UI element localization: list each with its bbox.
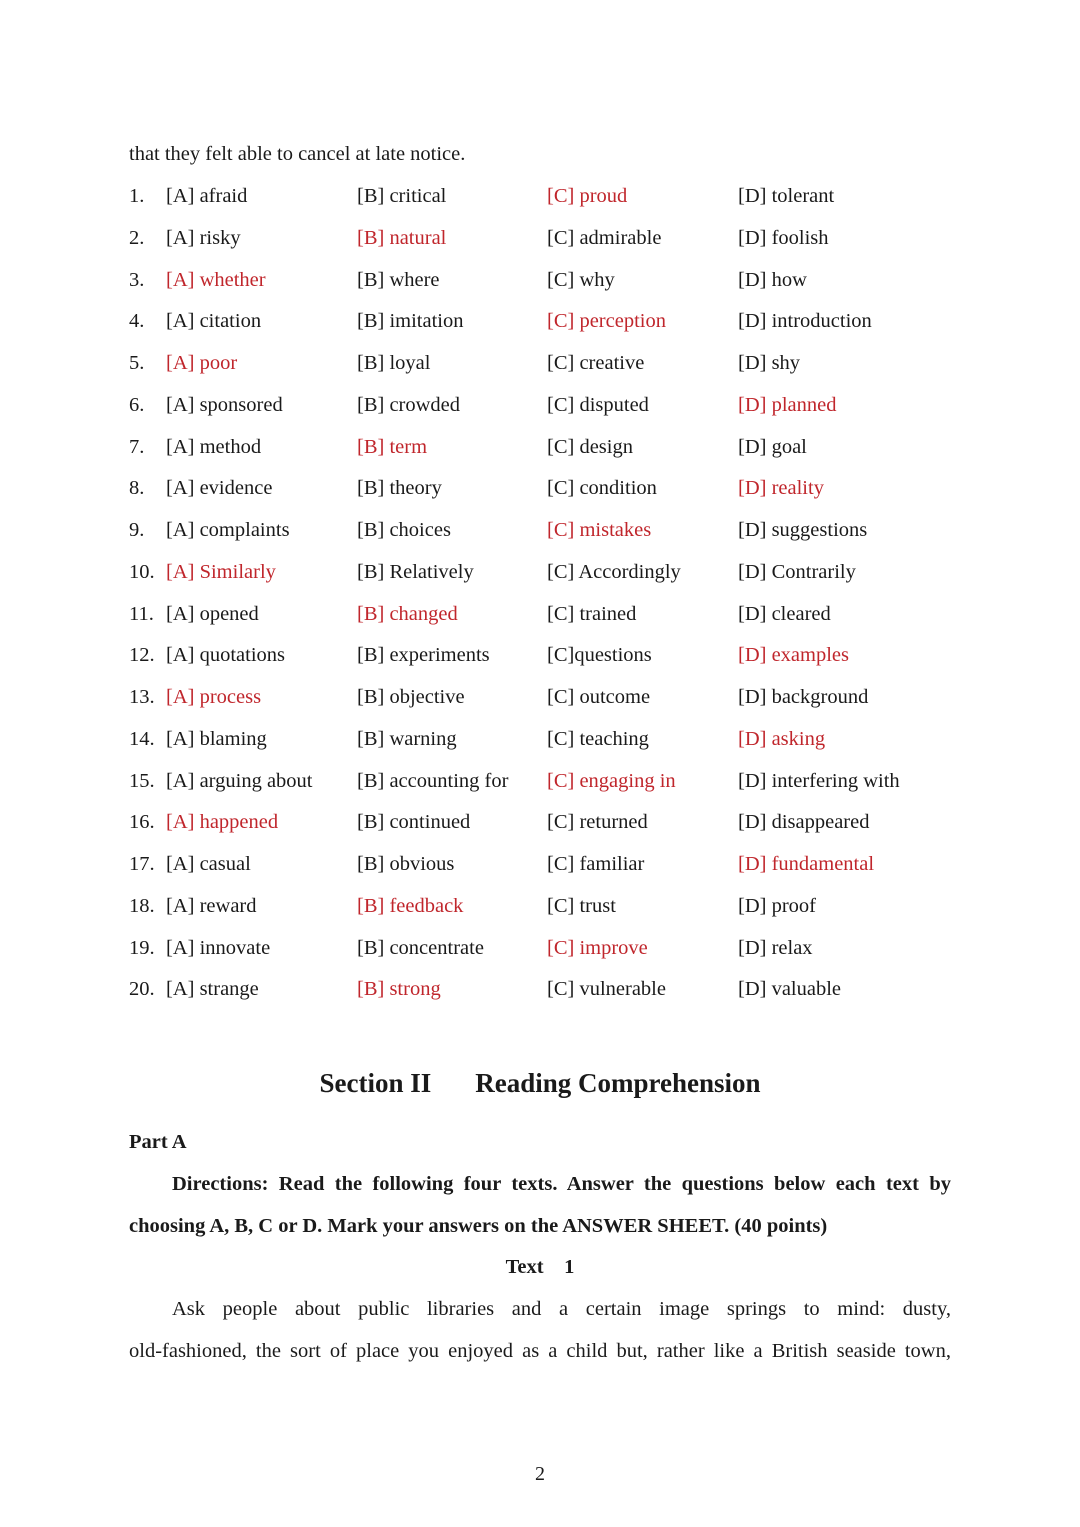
option-c: [C] engaging in: [547, 769, 676, 792]
option-b: [B] warning: [357, 727, 457, 750]
option-c: [C] Accordingly: [547, 560, 681, 583]
option-a: [A] sponsored: [166, 393, 283, 416]
option-d: [D] fundamental: [738, 853, 875, 875]
passage-line-1: Ask people about public libraries and a certain image springs to mind: dusty,: [172, 1298, 951, 1320]
question-number: 6.: [129, 393, 145, 416]
option-b: [B] continued: [357, 811, 471, 834]
option-c: [C] admirable: [547, 226, 662, 249]
option-d: [D] reality: [738, 477, 824, 500]
option-a: [A] innovate: [166, 936, 271, 959]
option-d: [D] how: [738, 268, 807, 291]
option-d: [D] asking: [738, 727, 826, 750]
option-b: [B] theory: [357, 477, 442, 500]
option-c: [C] proud: [547, 185, 628, 207]
option-c: [C] vulnerable: [547, 978, 666, 1001]
option-a: [A] complaints: [166, 519, 290, 541]
option-a: [A] arguing about: [166, 769, 313, 792]
option-a: [A] afraid: [166, 185, 248, 207]
question-number: 3.: [129, 268, 145, 291]
option-b: [B] choices: [357, 519, 451, 541]
option-c: [C] trained: [547, 602, 637, 625]
option-b: [B] changed: [357, 602, 458, 625]
option-b: [B] concentrate: [357, 936, 484, 959]
option-d: [D] goal: [738, 435, 807, 458]
option-d: [D] foolish: [738, 226, 829, 249]
option-d: [D] background: [738, 686, 869, 708]
option-a: [A] process: [166, 686, 262, 708]
option-d: [D] interfering with: [738, 769, 900, 792]
option-a: [A] citation: [166, 310, 262, 333]
option-c: [C] condition: [547, 477, 657, 500]
option-d: [D] valuable: [738, 978, 842, 1001]
question-number: 18.: [129, 894, 155, 917]
option-a: [A] opened: [166, 602, 259, 625]
option-d: [D] relax: [738, 936, 813, 959]
option-a: [A] reward: [166, 894, 257, 917]
section-number: Section II: [319, 1068, 432, 1098]
question-row: [0, 811, 1080, 841]
question-row: [0, 519, 1080, 549]
option-b: [B] experiments: [357, 644, 490, 667]
option-b: [B] feedback: [357, 894, 464, 917]
option-b: [B] where: [357, 268, 440, 291]
question-number: 10.: [129, 560, 155, 583]
option-b: [B] imitation: [357, 310, 464, 333]
directions-line-1: Directions: Read the following four texts. Answer the questions below each text by: [172, 1173, 951, 1195]
option-a: [A] casual: [166, 853, 251, 875]
question-number: 19.: [129, 936, 155, 959]
option-c: [C] returned: [547, 811, 648, 834]
option-d: [D] planned: [738, 393, 837, 416]
option-b: [B] strong: [357, 978, 441, 1001]
question-number: 4.: [129, 310, 145, 333]
option-c: [C]questions: [547, 644, 652, 667]
question-row: [0, 269, 1080, 299]
option-a: [A] blaming: [166, 727, 267, 750]
option-c: [C] perception: [547, 310, 666, 333]
option-a: [A] poor: [166, 352, 238, 374]
question-number: 15.: [129, 769, 155, 792]
option-c: [C] mistakes: [547, 519, 652, 541]
question-number: 11.: [129, 602, 154, 625]
question-number: 12.: [129, 644, 155, 667]
question-row: [0, 561, 1080, 591]
option-a: [A] happened: [166, 811, 279, 834]
question-row: [0, 603, 1080, 633]
question-number: 8.: [129, 477, 145, 500]
question-number: 1.: [129, 185, 145, 207]
option-d: [D] cleared: [738, 602, 831, 625]
option-b: [B] natural: [357, 226, 447, 249]
question-number: 14.: [129, 727, 155, 750]
option-a: [A] risky: [166, 226, 241, 249]
question-row: [0, 728, 1080, 758]
question-row: [0, 686, 1080, 716]
option-a: [A] strange: [166, 978, 259, 1001]
intro-line: that they felt able to cancel at late notice.: [129, 143, 466, 165]
part-heading: Part A: [129, 1131, 187, 1153]
option-c: [C] trust: [547, 894, 616, 917]
question-row: [0, 185, 1080, 215]
question-number: 7.: [129, 435, 145, 458]
question-row: [0, 227, 1080, 257]
page-number: 2: [535, 1463, 545, 1485]
passage-line-2: old-fashioned, the sort of place you enjoyed as a child but, rather like a British seaside town,: [129, 1340, 951, 1362]
question-row: [0, 352, 1080, 382]
option-d: [D] proof: [738, 894, 816, 917]
option-c: [C] creative: [547, 352, 645, 374]
option-c: [C] improve: [547, 936, 648, 959]
question-number: 5.: [129, 352, 145, 374]
option-c: [C] familiar: [547, 853, 645, 875]
option-d: [D] examples: [738, 644, 849, 667]
option-d: [D] suggestions: [738, 519, 868, 541]
option-b: [B] loyal: [357, 352, 431, 374]
question-row: [0, 937, 1080, 967]
section-heading: [0, 1068, 1080, 1099]
question-row: [0, 394, 1080, 424]
question-number: 13.: [129, 686, 155, 708]
option-d: [D] disappeared: [738, 811, 870, 834]
question-number: 9.: [129, 519, 145, 541]
option-c: [C] design: [547, 435, 633, 458]
option-b: [B] critical: [357, 185, 447, 207]
option-b: [B] objective: [357, 686, 465, 708]
option-a: [A] whether: [166, 268, 266, 291]
question-row: [0, 770, 1080, 800]
question-row: [0, 644, 1080, 674]
directions-line-2: choosing A, B, C or D. Mark your answers on the ANSWER SHEET. (40 points): [129, 1215, 828, 1237]
question-number: 20.: [129, 978, 155, 1001]
option-a: [A] quotations: [166, 644, 285, 667]
option-b: [B] term: [357, 435, 428, 458]
question-row: [0, 310, 1080, 340]
text-heading: Text 1: [505, 1256, 575, 1278]
option-a: [A] method: [166, 435, 262, 458]
question-number: 2.: [129, 226, 145, 249]
option-d: [D] shy: [738, 352, 801, 374]
section-title: Reading Comprehension: [475, 1068, 761, 1098]
option-c: [C] disputed: [547, 393, 649, 416]
question-number: 16.: [129, 811, 155, 834]
question-row: [0, 477, 1080, 507]
option-c: [C] teaching: [547, 727, 649, 750]
option-c: [C] why: [547, 268, 615, 291]
option-b: [B] crowded: [357, 393, 461, 416]
option-b: [B] Relatively: [357, 560, 474, 583]
option-d: [D] Contrarily: [738, 560, 856, 583]
question-row: [0, 853, 1080, 883]
option-d: [D] tolerant: [738, 185, 835, 207]
question-number: 17.: [129, 853, 155, 875]
option-d: [D] introduction: [738, 310, 872, 333]
option-a: [A] Similarly: [166, 560, 276, 583]
option-b: [B] obvious: [357, 853, 455, 875]
question-row: [0, 978, 1080, 1008]
question-row: [0, 436, 1080, 466]
option-c: [C] outcome: [547, 686, 651, 708]
option-a: [A] evidence: [166, 477, 273, 500]
option-b: [B] accounting for: [357, 769, 509, 792]
question-row: [0, 895, 1080, 925]
